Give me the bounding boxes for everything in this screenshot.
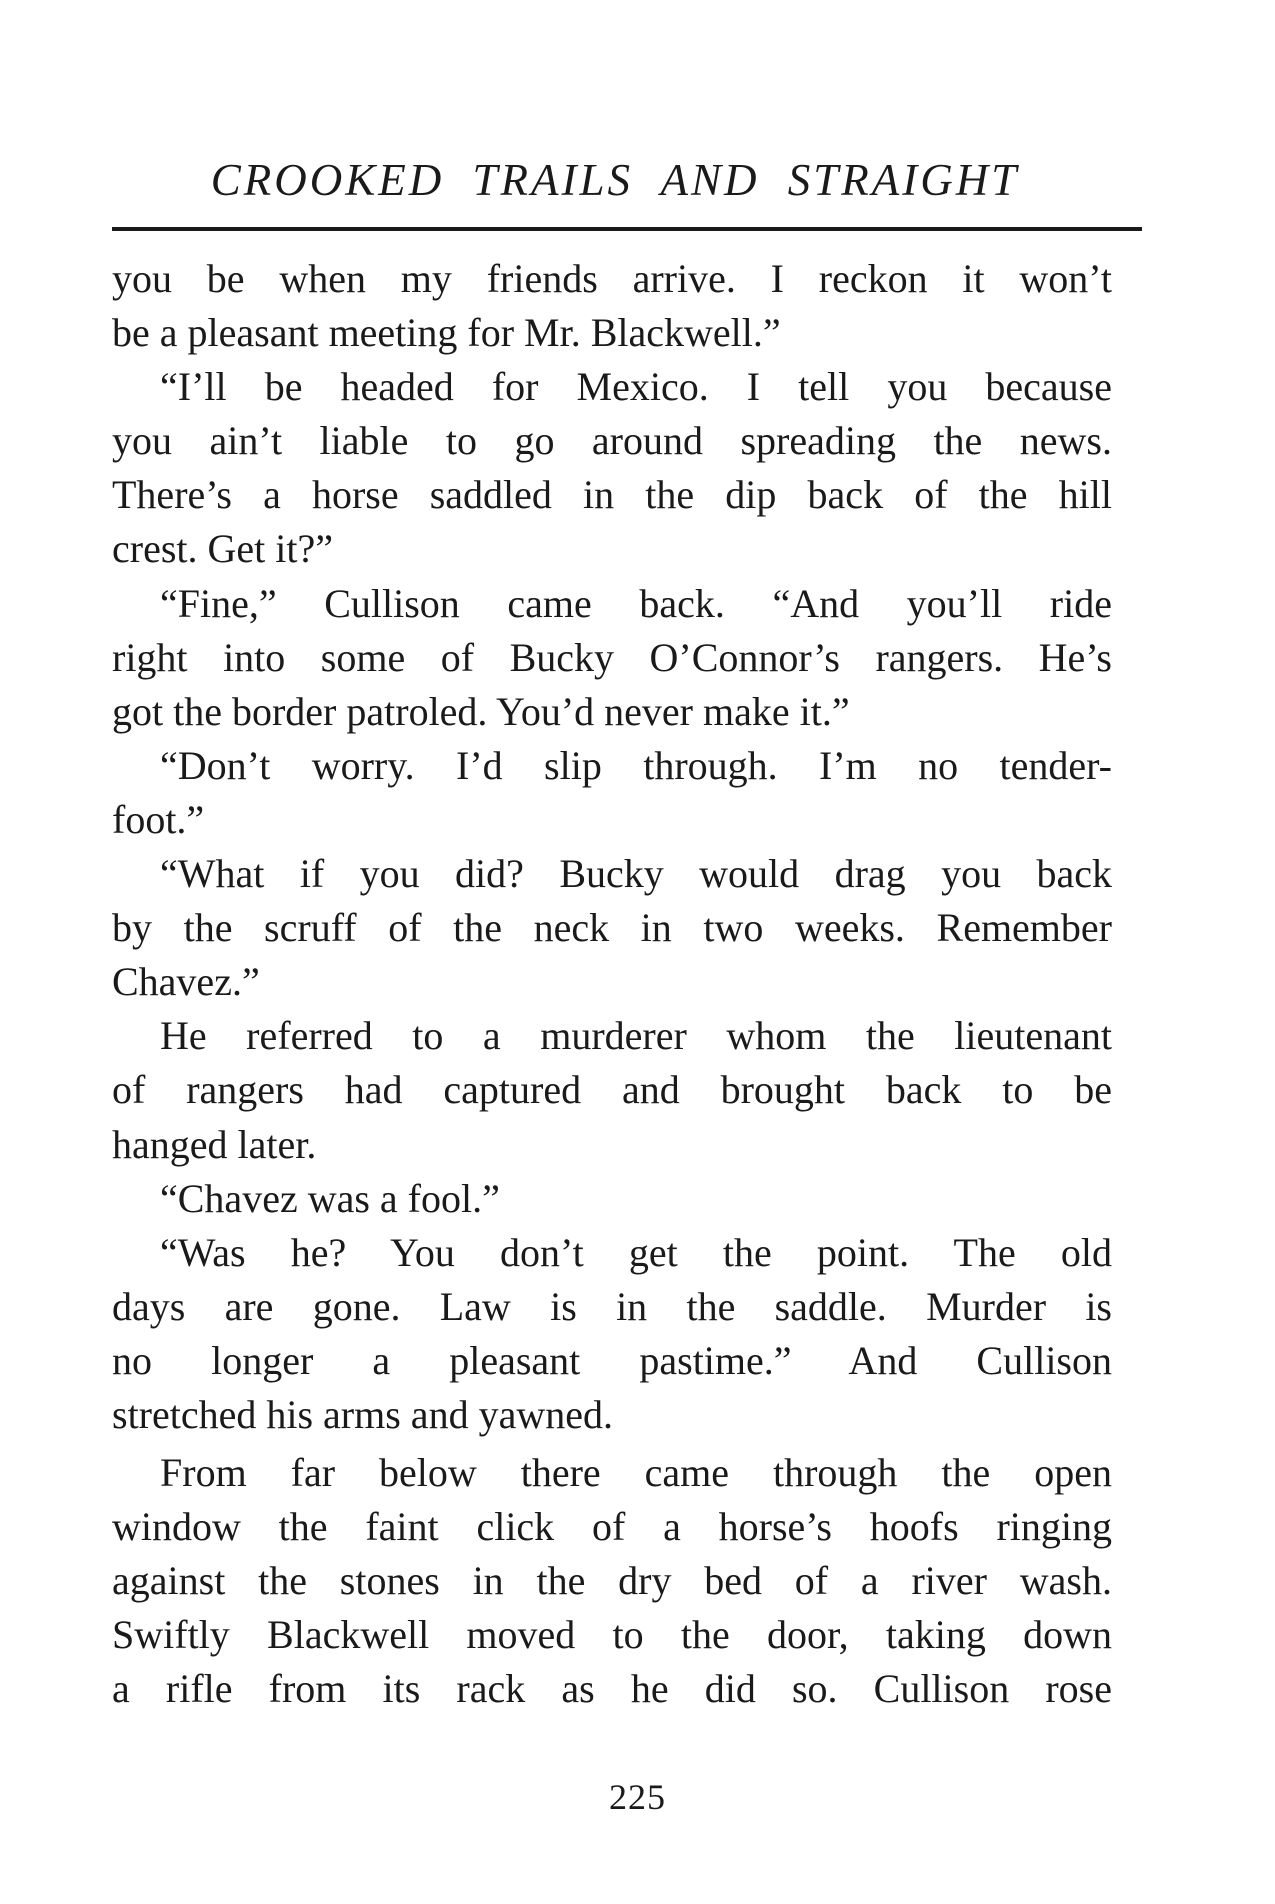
text-line: From far below there came through the open: [160, 1450, 1112, 1496]
text-line: you be when my friends arrive. I reckon it won’t: [112, 256, 1112, 301]
text-line: crest. Get it?”: [112, 526, 333, 572]
text-line: got the border patroled. You’d never make it.”: [112, 688, 850, 734]
text-line: “What if you did? Bucky would drag you back: [160, 851, 1112, 897]
text-line: by the scruff of the neck in two weeks. Remember: [112, 905, 1112, 951]
page-number: 225: [609, 1777, 666, 1817]
text-line: “I’ll be headed for Mexico. I tell you because: [160, 364, 1112, 410]
text-line: Chavez.”: [112, 959, 260, 1005]
text-line: right into some of Bucky O’Connor’s rangers. He’s: [112, 634, 1112, 680]
text-line: no longer a pleasant pastime.” And Cullison: [112, 1337, 1112, 1383]
running-head: CROOKED TRAILS AND STRAIGHT: [210, 155, 1020, 205]
text-line: He referred to a murderer whom the lieutenant: [160, 1013, 1112, 1059]
text-line: a rifle from its rack as he did so. Cullison rose: [112, 1666, 1112, 1712]
text-line: be a pleasant meeting for Mr. Blackwell.”: [112, 310, 781, 356]
text-line: “Was he? You don’t get the point. The old: [160, 1229, 1112, 1275]
text-line: “Chavez was a fool.”: [160, 1175, 500, 1221]
text-line: against the stones in the dry bed of a river wash.: [112, 1558, 1112, 1604]
text-line: Swiftly Blackwell moved to the door, taking down: [112, 1612, 1112, 1658]
text-line: hanged later.: [112, 1121, 317, 1167]
text-line: of rangers had captured and brought back to be: [112, 1067, 1112, 1113]
text-line: days are gone. Law is in the saddle. Murder is: [112, 1283, 1112, 1329]
body-text: [112, 252, 1112, 1717]
text-line: There’s a horse saddled in the dip back of the hill: [112, 472, 1112, 518]
text-line: window the faint click of a horse’s hoofs ringing: [112, 1504, 1112, 1550]
header-rule: [112, 227, 1142, 231]
text-line: “Fine,” Cullison came back. “And you’ll ride: [160, 580, 1112, 626]
text-line: stretched his arms and yawned.: [112, 1391, 613, 1437]
text-line: you ain’t liable to go around spreading the news.: [112, 418, 1112, 464]
text-line: “Don’t worry. I’d slip through. I’m no tender-: [160, 742, 1112, 788]
text-line: foot.”: [112, 796, 205, 842]
